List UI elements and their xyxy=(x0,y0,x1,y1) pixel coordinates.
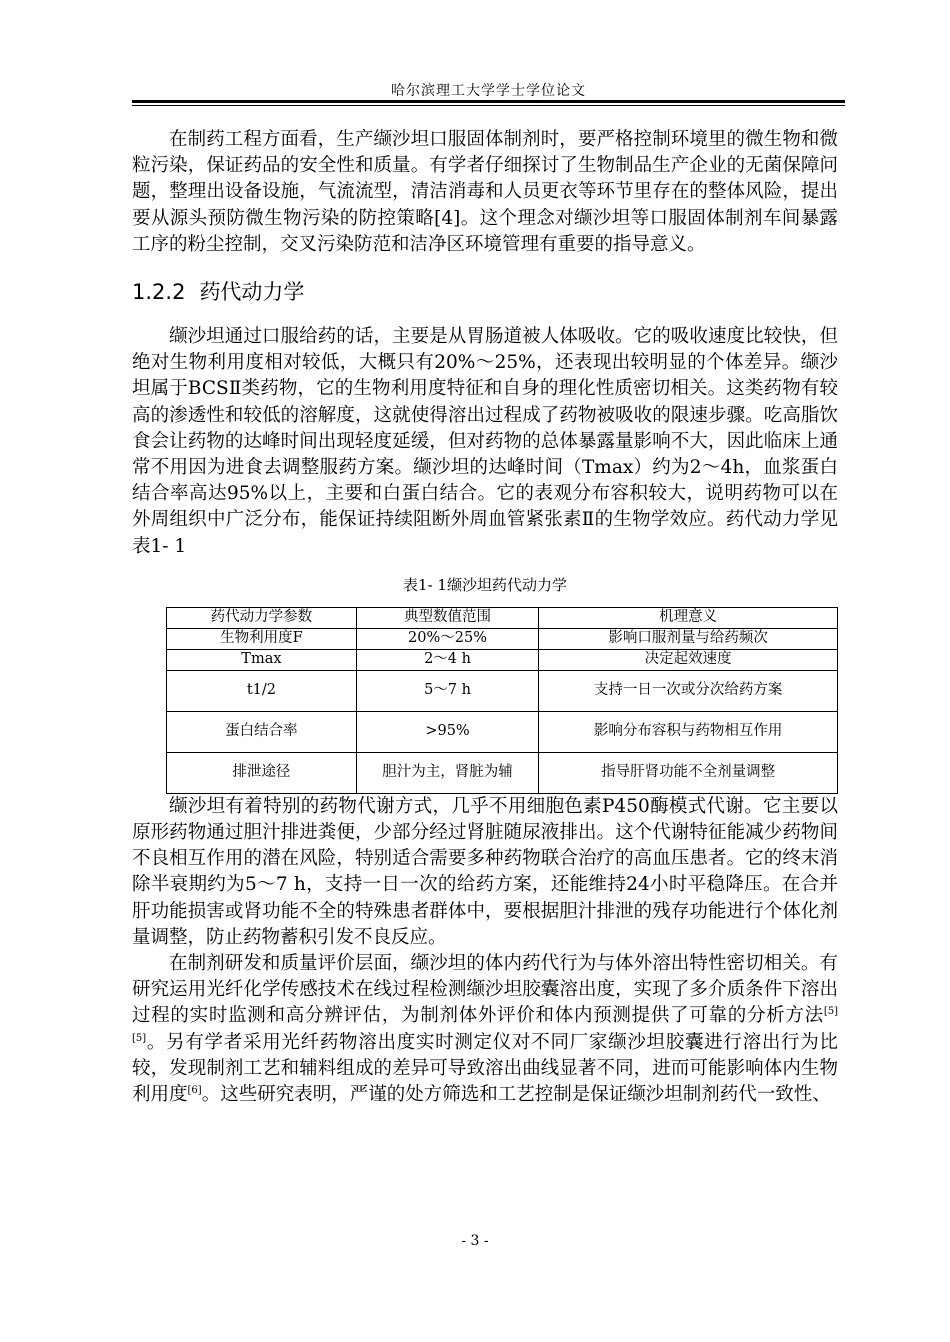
paragraph-absorption: 缬沙坦通过口服给药的话，主要是从胃肠道被人体吸收。它的吸收速度比较快，但绝对生物利用度相对较低，大概只有20%～25%，还表现出较明显的个体差异。缬沙坦属于BCSⅡ类药物，它的生物利用度特征和自身的理化性质密切相关。这类药物有较高的渗透性和较低的溶解度，这就使得溶出过程成了药物被吸收的限速步骤。吃高脂饮食会让药物的达峰时间出现轻度延缓，但对药物的总体暴露量影响不大，因此临床上通常不用因为进食去调整服药方案。缬沙坦的达峰时间（Tmax）约为2～4h，血浆蛋白结合率高达95%以上，主要和白蛋白结合。它的表观分布容积较大，说明药物可以在外周组织中广泛分布，能保证持续阻断外周血管紧张素Ⅱ的生物学效应。药代动力学见表1- 1 xyxy=(132,326,838,557)
paragraph-dissolution xyxy=(132,951,838,1108)
table-row xyxy=(167,628,838,649)
table-cell: 排泄途径 xyxy=(167,752,357,793)
header-rule-thick xyxy=(132,100,845,103)
table-cell: 影响口服剂量与给药频次 xyxy=(539,628,838,649)
dissolution-text-part1: 在制剂研发和质量评价层面，缬沙坦的体内药代行为与体外溶出特性密切相关。有研究运用光纤化学传感技术在线过程检测缬沙坦胶囊溶出度，实现了多介质条件下溶出过程的实时监测和高分辨评估，为制剂体外评价和体内预测提供了可靠的分析方法 xyxy=(132,953,838,1027)
dissolution-text-part3: 。这些研究表明，严谨的处方筛选和工艺控制是保证缬沙坦制剂药代一致性、 xyxy=(201,1084,831,1106)
table-header-row xyxy=(167,607,838,628)
table-cell: 2～4 h xyxy=(356,649,538,670)
table-cell: 影响分布容积与药物相互作用 xyxy=(539,711,838,752)
table-cell: 蛋白结合率 xyxy=(167,711,357,752)
table-header-cell: 典型数值范围 xyxy=(356,607,538,628)
table-row xyxy=(167,711,838,752)
paragraph-metabolism: 缬沙坦有着特别的药物代谢方式，几乎不用细胞色素P450酶模式代谢。它主要以原形药物通过胆汁排进粪便，少部分经过肾脏随尿液排出。这个代谢特征能减少药物间不良相互作用的潜在风险，特别适合需要多种药物联合治疗的高血压患者。它的终末消除半衰期约为5～7 h，支持一日一次的给药方案，还能维持24小时平稳降压。在合并肝功能损害或肾功能不全的特殊患者群体中，要根据胆汁排泄的残存功能进行个体化剂量调整，防止药物蓄积引发不良反应。 xyxy=(132,795,838,948)
section-title: 药代动力学 xyxy=(199,280,305,305)
header-rule-thin xyxy=(132,105,845,106)
section-number: 1.2.2 xyxy=(132,280,186,305)
table-cell: 5～7 h xyxy=(356,670,538,711)
table-cell: 胆汁为主，肾脏为辅 xyxy=(356,752,538,793)
table-cell: t1/2 xyxy=(167,670,357,711)
page-number: - 3 - xyxy=(461,1233,489,1249)
table-cell: Tmax xyxy=(167,649,357,670)
table-row xyxy=(167,670,838,711)
page-content xyxy=(132,127,838,1108)
table-row xyxy=(167,752,838,793)
table-caption: 表1- 1缬沙坦药代动力学 xyxy=(403,575,567,594)
table-row xyxy=(167,649,838,670)
table-cell: 决定起效速度 xyxy=(539,649,838,670)
page-header: 哈尔滨理工大学学士学位论文 xyxy=(391,83,586,99)
dissolution-text-part2: 。另有学者采用光纤药物溶出度实时测定仪对不同厂家缬沙坦胶囊进行溶出行为比较，发现制剂工艺和辅料组成的差异可导致溶出曲线显著不同，进而可能影响体内生物利用度 xyxy=(132,1031,838,1106)
section-heading xyxy=(132,278,838,306)
table-cell: 指导肝肾功能不全剂量调整 xyxy=(539,752,838,793)
table-cell: 支持一日一次或分次给药方案 xyxy=(539,670,838,711)
paragraph-cleanroom: 在制药工程方面看，生产缬沙坦口服固体制剂时，要严格控制环境里的微生物和微粒污染，保证药品的安全性和质量。有学者仔细探讨了生物制品生产企业的无菌保障问题，整理出设备设施，气流流型，清洁消毒和人员更衣等环节里存在的整体风险，提出要从源头预防微生物污染的防控策略[4]。这个理念对缬沙坦等口服固体制剂车间暴露工序的粉尘控制，交叉污染防范和洁净区环境管理有重要的指导意义。 xyxy=(132,129,838,255)
citation-ref: [5][5] xyxy=(132,1006,838,1044)
table-header-cell: 机理意义 xyxy=(539,607,838,628)
table-cell: 生物利用度F xyxy=(167,628,357,649)
table-header-cell: 药代动力学参数 xyxy=(167,607,357,628)
citation-ref: [6] xyxy=(187,1084,202,1096)
table-cell: >95% xyxy=(356,711,538,752)
pk-table xyxy=(166,607,838,794)
table-cell: 20%～25% xyxy=(356,628,538,649)
